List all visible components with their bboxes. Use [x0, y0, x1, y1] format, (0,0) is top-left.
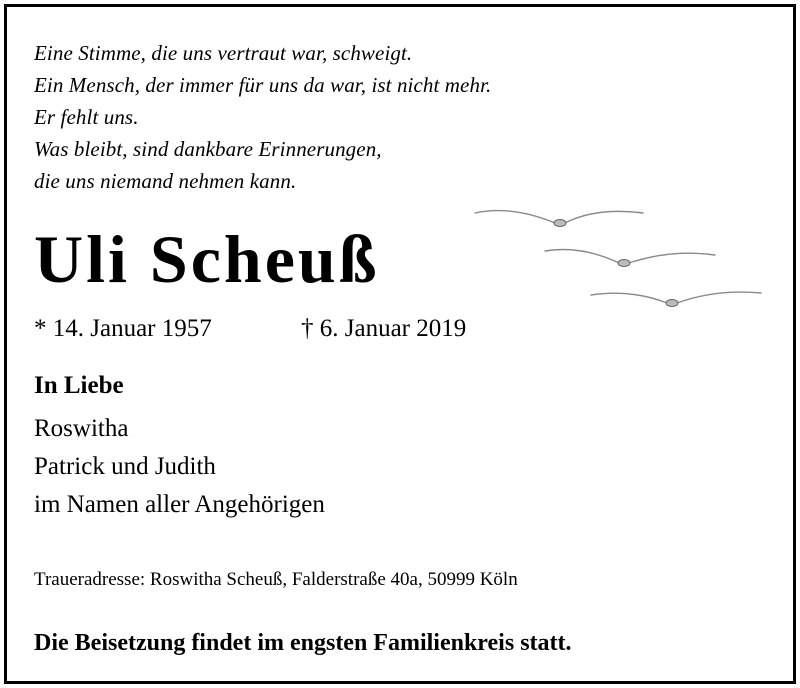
bird-icon — [545, 250, 715, 267]
poem-line: Er fehlt uns. — [34, 105, 139, 129]
poem-line: Was bleibt, sind dankbare Erinnerungen, — [34, 137, 382, 161]
life-dates — [34, 313, 467, 345]
flying-birds-icon — [471, 193, 771, 313]
poem-line: die uns niemand nehmen kann. — [34, 169, 297, 193]
mourner-name: Roswitha — [34, 415, 129, 442]
poem-line: Eine Stimme, die uns vertraut war, schweigt. — [34, 41, 413, 65]
mourner-name: Patrick und Judith — [34, 453, 216, 480]
mourner-name: im Namen aller Angehörigen — [34, 491, 325, 518]
mourning-address: Traueradresse: Roswitha Scheuß, Falderstraße 40a, 50999 Köln — [34, 569, 518, 590]
mourners-heading: In Liebe — [34, 372, 124, 399]
death-date: † 6. Januar 2019 — [301, 315, 467, 342]
deceased-name: Uli Scheuß — [34, 221, 380, 297]
mourners-list — [34, 410, 325, 524]
poem-line: Ein Mensch, der immer für uns da war, ist nicht mehr. — [34, 73, 492, 97]
bird-icon — [591, 292, 761, 306]
obituary-notice — [4, 4, 796, 684]
bird-icon — [475, 211, 643, 227]
birth-date: * 14. Januar 1957 — [34, 315, 212, 342]
burial-notice: Die Beisetzung findet im engsten Familienkreis statt. — [34, 630, 572, 656]
memorial-poem — [34, 37, 491, 197]
